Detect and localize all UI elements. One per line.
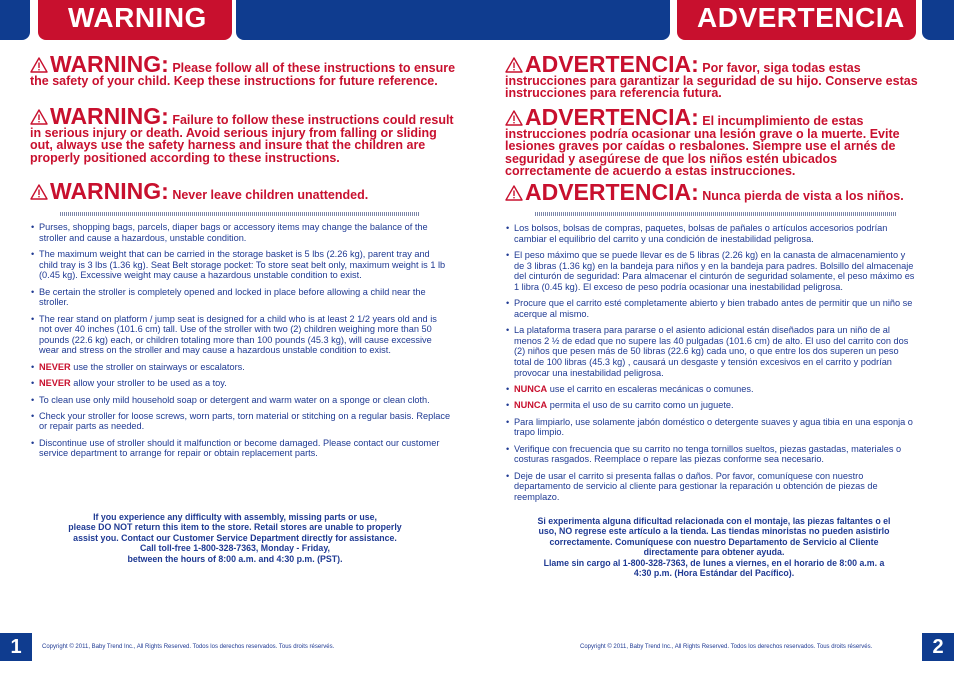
list-item	[506, 325, 916, 378]
bullet-icon: •	[31, 248, 35, 259]
bullet-icon: •	[31, 361, 35, 372]
warning-text: Please follow all of these instructions to ensure the safety of your child. Keep these instructions for future reference.	[30, 61, 456, 88]
warning-text: Never leave children unattended.	[172, 188, 369, 202]
warning-text: Failure to follow these instructions could result in serious injury or death. Avoid serious injury from falling or sliding out, always use the safety harness and insure that the children are properly positioned according to these instructions.	[30, 113, 454, 165]
header-center-bar	[236, 0, 670, 40]
bullet-icon: •	[31, 394, 35, 405]
warning-label: WARNING:	[50, 178, 169, 204]
contact-line: Call toll-free 1-800-328-7363, Monday - Friday,	[139, 543, 330, 554]
emphasis-word: NEVER	[39, 378, 71, 389]
bullet-icon: •	[506, 325, 510, 336]
warning-label: ADVERTENCIA:	[525, 51, 699, 77]
list-item	[31, 222, 451, 243]
warning-block	[30, 53, 455, 87]
list-item-text: Check your stroller for loose screws, worn parts, torn material or stitching on a regular basis. Replace or repair parts as needed.	[39, 410, 451, 432]
left-divider	[60, 212, 420, 216]
warning-block	[505, 53, 925, 100]
bullet-icon: •	[31, 222, 35, 232]
list-item	[31, 395, 451, 406]
list-item	[31, 362, 451, 373]
list-item	[31, 249, 451, 281]
list-item	[31, 438, 451, 459]
right-instruction-list	[506, 223, 916, 508]
right-contact-info	[505, 516, 923, 578]
bullet-icon: •	[31, 437, 35, 448]
warning-triangle-icon	[30, 184, 50, 200]
bullet-icon: •	[506, 223, 510, 233]
warning-label: ADVERTENCIA:	[525, 104, 699, 130]
list-item	[31, 378, 451, 389]
page-number-right: 2	[922, 633, 954, 661]
list-item-text: Purses, shopping bags, parcels, diaper bags or accessory items may change the balance of the stroller and cause a hazardous, unstable condition.	[39, 222, 428, 243]
contact-line: please DO NOT return this item to the store. Retail stores are unable to properly	[68, 522, 402, 533]
bullet-icon: •	[31, 410, 35, 421]
contact-line: Llame sin cargo al 1-800-328-7363, de lunes a viernes, en el horario de 8:00 a.m. a	[543, 557, 885, 568]
contact-line: uso, NO regrese este artículo a la tienda. Las tiendas minoristas no pueden asistirlo	[538, 526, 890, 537]
list-item	[506, 417, 916, 438]
warning-triangle-icon	[30, 109, 50, 125]
bullet-icon: •	[506, 383, 510, 394]
bullet-icon: •	[31, 286, 35, 297]
emphasis-word: NUNCA	[514, 383, 548, 394]
bullet-icon: •	[506, 249, 510, 260]
emphasis-word: NUNCA	[514, 400, 548, 411]
list-item-text: use the stroller on stairways or escalators.	[70, 361, 245, 372]
warning-text: Por favor, siga todas estas instrucciones para garantizar la seguridad de su hijo. Conserve estas instrucciones para referencia futura.	[505, 61, 918, 101]
left-header-title: WARNING	[68, 2, 207, 33]
bullet-icon: •	[506, 443, 510, 454]
list-item-text: Deje de usar el carrito si presenta fallas o daños. Por favor, comuníquese con nuestro departamento de servicio al cliente para gestionar la reparación u obtención de piezas de reemplazo.	[514, 470, 878, 502]
warning-text: El incumplimiento de estas instrucciones podría ocasionar una lesión grave o la muerte. Evite lesiones graves por caídas o resbalones. Siempre use el arnés de seguridad y asegúrese de que los niños estén ubicados correctamente de acuerdo a estas instrucciones.	[505, 114, 900, 178]
bullet-icon: •	[31, 313, 35, 324]
list-item	[31, 411, 451, 432]
warning-label: WARNING:	[50, 51, 169, 77]
list-item-text: permita el uso de su carrito como un juguete.	[547, 400, 734, 411]
list-item-text: Los bolsos, bolsas de compras, paquetes, bolsas de pañales o artículos accesorios podrían cambiar el equilibrio del carrito y una condición de inestabilidad peligrosa.	[514, 223, 888, 244]
list-item	[31, 287, 451, 308]
page-number-left: 1	[0, 633, 32, 661]
list-item-text: Para limpiarlo, use solamente jabón doméstico o detergente suaves y agua tibia en una esponja o trapo limpio.	[514, 416, 913, 438]
list-item-text: Verifique con frecuencia que su carrito no tenga tornillos sueltos, piezas gastadas, materiales o costuras rasgados. Reemplace o repare las piezas conforme sea necesario.	[514, 443, 902, 465]
bullet-icon: •	[506, 298, 510, 309]
list-item-text: Discontinue use of stroller should it malfunction or become damaged. Please contact our customer service department to arrange for repair or obtain replacement parts.	[39, 437, 440, 459]
list-item-text: The rear stand on platform / jump seat is designed for a child who is at least 2 1/2 years old and is not over 40 inches (101.6 cm) tall. Use of the stroller with two (2) children weighing more than 50 pounds (22.6 kg) each, or children totaling more than 100 pounds (45.3 kg), will cause excessive wear and stress on the stroller and may cause a hazardous unstable condition to exist.	[39, 313, 437, 356]
left-header-tab	[38, 0, 232, 40]
copyright-right: Copyright © 2011, Baby Trend Inc., All Rights Reserved. Todos los derechos reservados. Tous droits réservés.	[580, 644, 873, 650]
copyright-left: Copyright © 2011, Baby Trend Inc., All Rights Reserved. Todos los derechos reservados. Tous droits réservés.	[42, 644, 335, 650]
contact-line: Si experimenta alguna dificultad relacionada con el montaje, las piezas faltantes o el	[537, 516, 891, 526]
list-item	[506, 444, 916, 465]
bullet-icon: •	[506, 416, 510, 427]
contact-line: between the hours of 8:00 a.m. and 4:30 p.m. (PST).	[127, 553, 343, 564]
list-item-text: allow your stroller to be used as a toy.	[70, 378, 227, 389]
right-header-tab	[677, 0, 916, 40]
warning-block	[30, 105, 455, 164]
contact-line: If you experience any difficulty with assembly, missing parts or use,	[93, 512, 377, 522]
warning-label: ADVERTENCIA:	[525, 179, 699, 205]
list-item	[506, 384, 916, 395]
warning-triangle-icon	[30, 57, 50, 73]
list-item	[506, 298, 916, 319]
list-item-text: To clean use only mild household soap or detergent and warm water on a sponge or clean cloth.	[39, 394, 430, 405]
contact-line: correctamente. Comuníquese con nuestro Departamento de Servicio al Cliente	[549, 536, 879, 547]
list-item-text: Be certain the stroller is completely opened and locked in place before allowing a child near the stroller.	[39, 286, 426, 308]
list-item	[506, 223, 916, 244]
contact-line: assist you. Contact our Customer Service Department directly for assistance.	[73, 532, 397, 543]
warning-triangle-icon	[505, 185, 525, 201]
warning-block	[505, 106, 925, 177]
warning-block	[30, 180, 455, 202]
emphasis-word: NEVER	[39, 361, 71, 372]
warning-triangle-icon	[505, 110, 525, 126]
bullet-icon: •	[506, 470, 510, 481]
warning-block	[505, 181, 925, 203]
left-instruction-list	[31, 222, 451, 465]
list-item-text: Procure que el carrito esté completamente abierto y bien trabado antes de permitir que un niño se acerque al mismo.	[514, 298, 913, 319]
right-header-title: ADVERTENCIA	[697, 2, 905, 33]
contact-line: directamente para obtener ayuda.	[643, 547, 785, 558]
warning-text: Nunca pierda de vista a los niños.	[702, 189, 904, 203]
bullet-icon: •	[31, 378, 35, 389]
warning-triangle-icon	[505, 57, 525, 73]
header-left-stub	[0, 0, 30, 40]
left-contact-info	[30, 512, 440, 564]
right-divider	[535, 212, 897, 216]
list-item-text: The maximum weight that can be carried in the storage basket is 5 lbs (2.26 kg), parent tray and child tray is 3 lbs (1.36 kg). Seat Belt storage pocket: To store seat belt only, maximum weight is 1 lb (0.45 kg). Excessive weight may cause a hazardous unstable condition to exist.	[39, 248, 446, 281]
warning-label: WARNING:	[50, 103, 169, 129]
list-item	[31, 314, 451, 356]
list-item	[506, 400, 916, 411]
header-right-stub	[922, 0, 954, 40]
list-item	[506, 471, 916, 503]
list-item-text: use el carrito en escaleras mecánicas o comunes.	[547, 383, 754, 394]
contact-line: 4:30 p.m. (Hora Estándar del Pacífico).	[633, 568, 795, 579]
list-item-text: El peso máximo que se puede llevar es de 5 libras (2.26 kg) en la canasta de almacenamiento y de 3 libras (1.36 kg) en la bandeja para niños y en la bandeja para padres. Bolsillo del almacenaje del cinturón de seguridad: Para almacenar el cinturón de seguridad solamente, el peso máximo es 1 libra (0.45 kg). El exceso de peso podría ocasionar una inestabilidad peligrosa.	[514, 249, 915, 292]
bullet-icon: •	[506, 400, 510, 411]
list-item-text: La plataforma trasera para pararse o el asiento adicional están diseñados para un niño de al menos 2 ½ de edad que no supere las 40 pulgadas (101.6 cm) de alto. El uso del carrito con dos (2) niños que pesen más de 50 libras (22.6 kg) cada uno, o que entre los dos superen un peso total de 100 libras (45.3 kg) , causará un desgaste y tensión excesivos en el carrito y podrían provocar una inestabilidad peligrosa.	[514, 325, 909, 378]
list-item	[506, 250, 916, 292]
